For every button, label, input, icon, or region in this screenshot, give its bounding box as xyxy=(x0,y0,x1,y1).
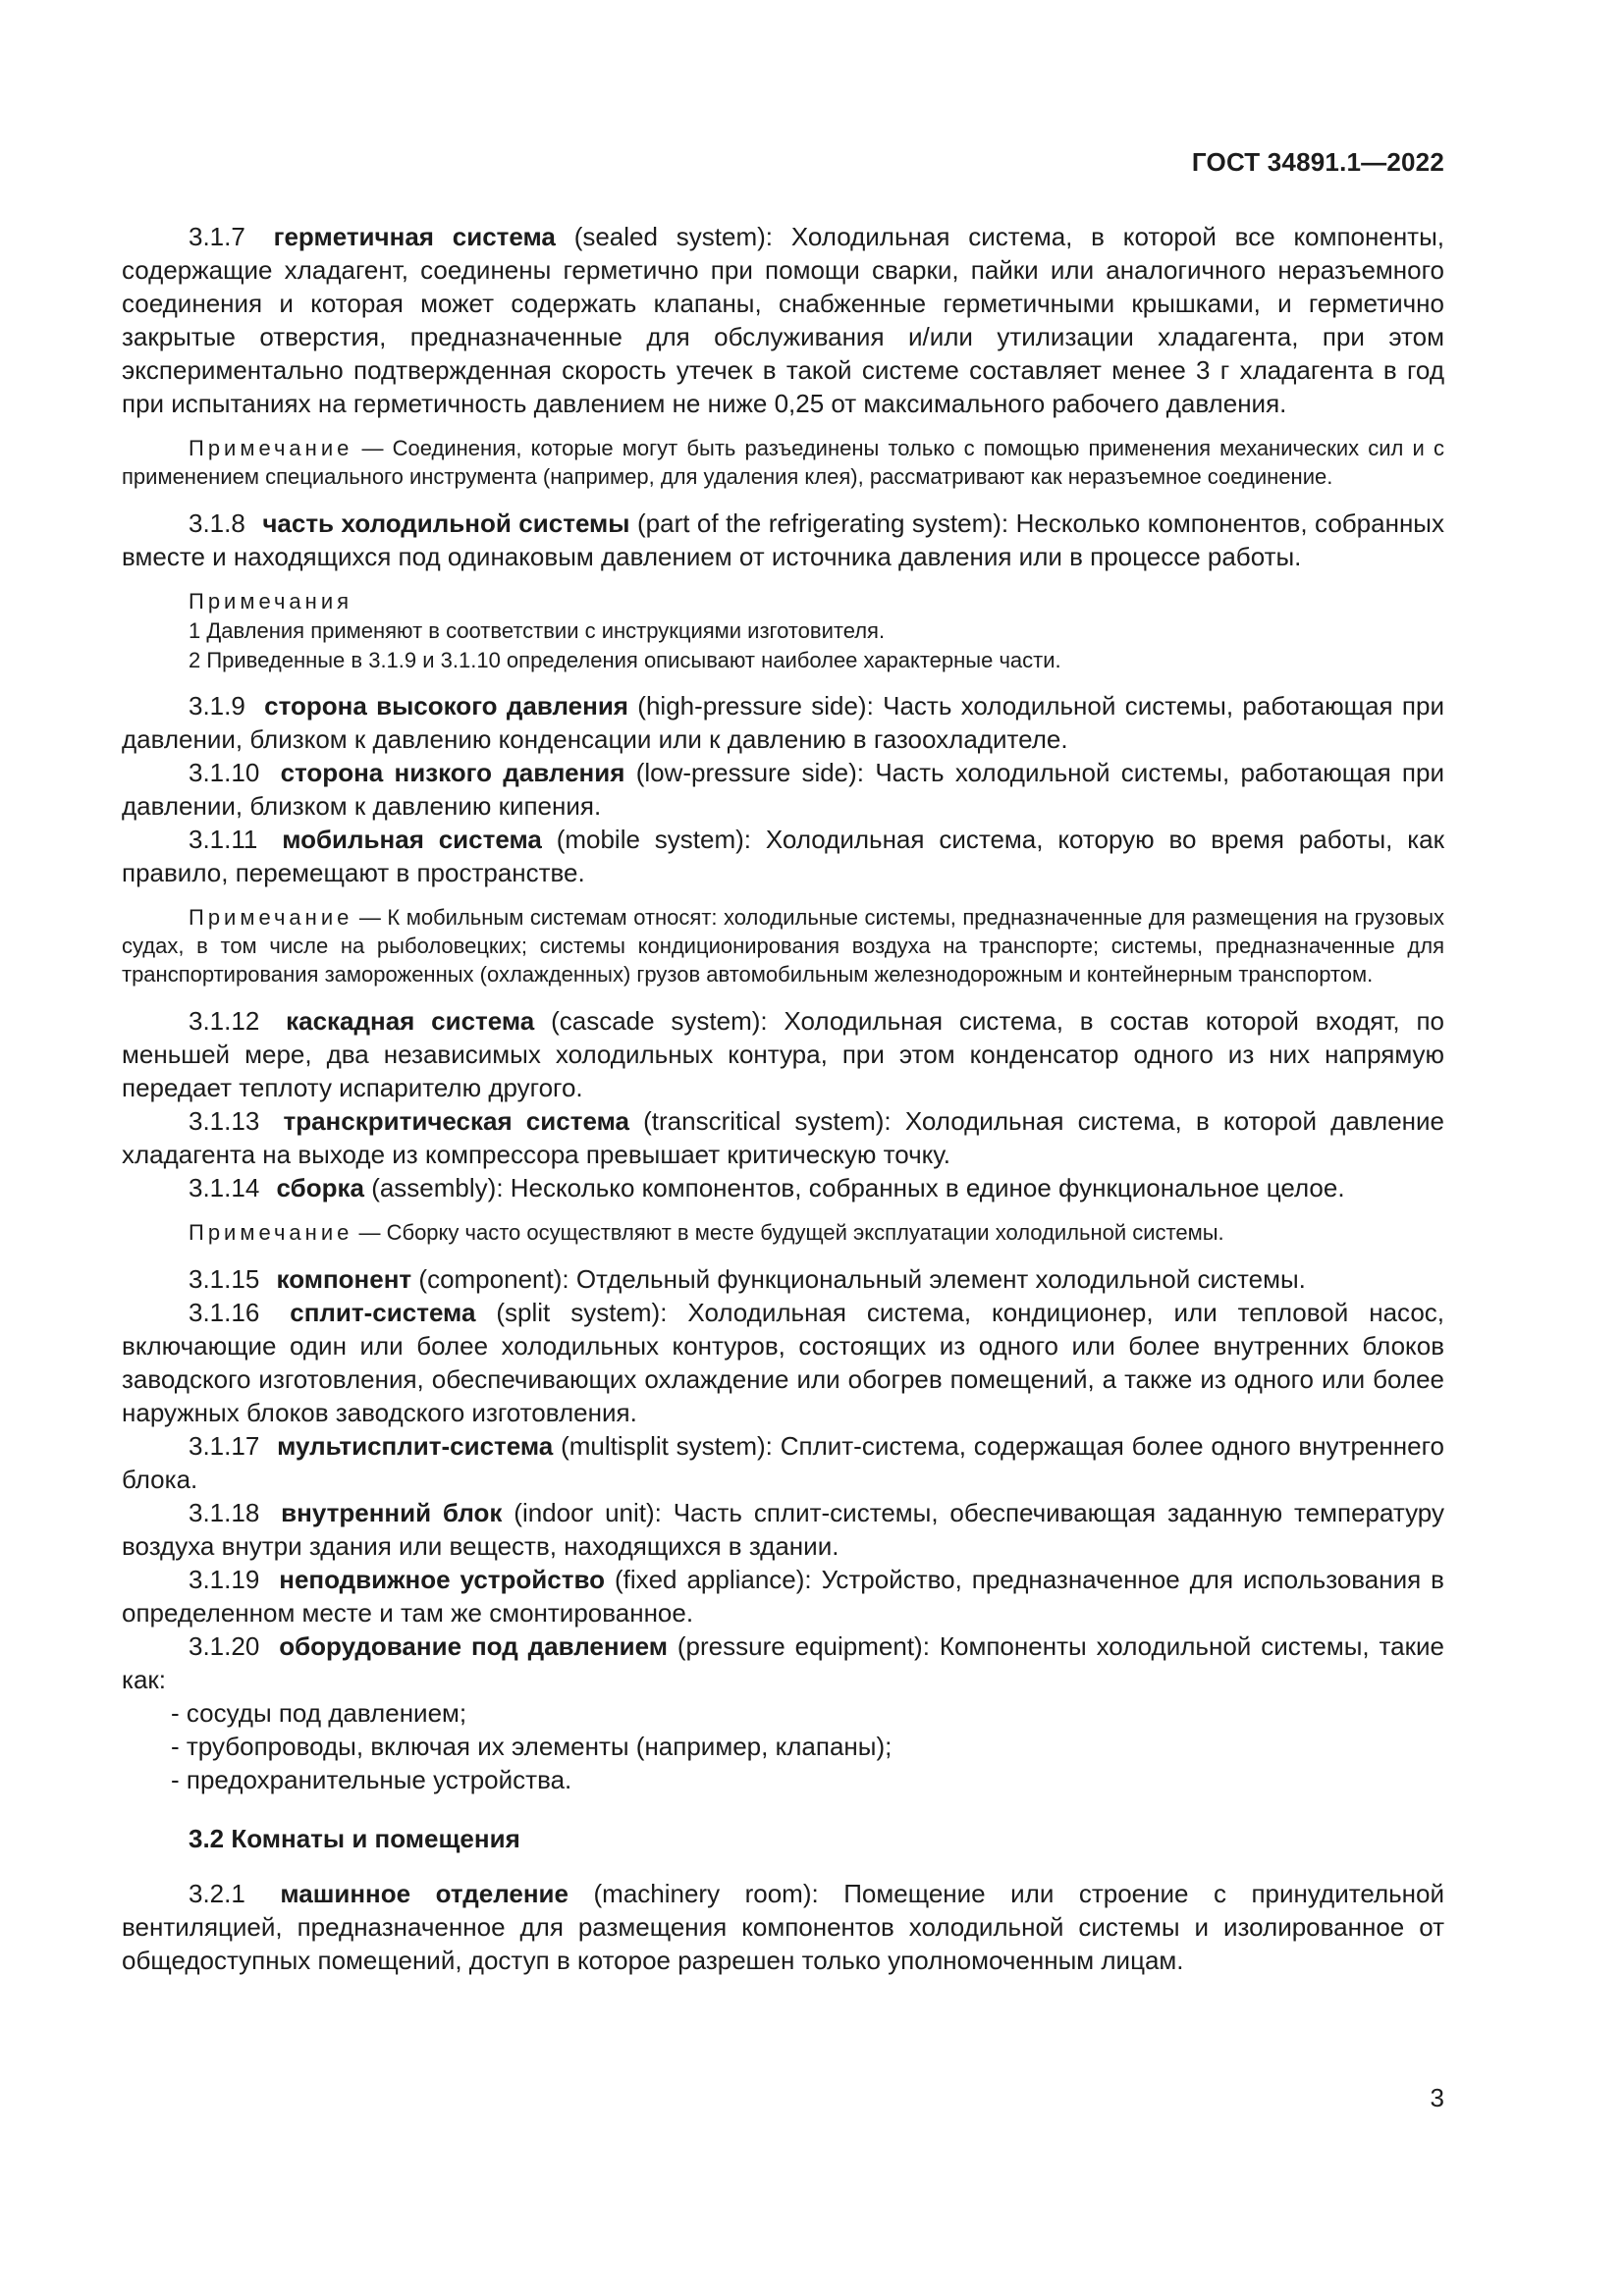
term-number: 3.1.15 xyxy=(189,1264,260,1294)
term-title: неподвижное устройство xyxy=(279,1565,605,1594)
note-label: Примечание xyxy=(189,905,353,930)
term-english: (indoor unit): xyxy=(514,1498,662,1527)
list-item: - сосуды под давлением; xyxy=(171,1698,467,1728)
term-english: (low-pressure side): xyxy=(635,758,865,787)
term-3-2-1 xyxy=(122,1877,1444,1977)
term-definition: Часть холодильной системы, работающая при давлении, близком к давлению конденсации или к давлению в газоохладителе. xyxy=(122,691,1444,754)
term-english: (split system): xyxy=(496,1298,668,1327)
note-label: Примечание xyxy=(189,436,353,460)
term-number: 3.1.19 xyxy=(189,1565,260,1594)
term-3-1-17 xyxy=(122,1429,1444,1496)
term-3-1-19 xyxy=(122,1563,1444,1629)
term-definition: Холодильная система, которую во время работы, как правило, перемещают в пространстве. xyxy=(122,825,1444,887)
term-3-1-13 xyxy=(122,1104,1444,1171)
term-number: 3.1.17 xyxy=(189,1431,260,1461)
term-english: (pressure equipment): xyxy=(677,1631,930,1661)
term-title: каскадная система xyxy=(286,1006,535,1036)
term-number: 3.1.13 xyxy=(189,1106,260,1136)
term-definition: Холодильная система, в которой все компоненты, содержащие хладагент, соединены герметично при помощи сварки, пайки или аналогичного неразъемного соединения и которая может содержать клапаны, снабженные герметичными крышками, и герметично закрытые отверстия, предназначенные для обслуживания и/или утилизации хладагента, при этом экспериментально подтвержденная скорость утечек в такой системе составляет менее 3 г хладагента в год при испытаниях на герметичность давлением не ниже 0,25 от максимального рабочего давления. xyxy=(122,222,1444,418)
document-body xyxy=(122,220,1444,1977)
term-title: оборудование под давлением xyxy=(279,1631,668,1661)
term-definition: Помещение или строение с принудительной вентиляцией, предназначенное для размещения компонентов холодильной системы и изолированное от общедоступных помещений, доступ в которое разрешен только уполномоченным лицам. xyxy=(122,1879,1445,1975)
note-item-1: 1 Давления применяют в соответствии с инструкциями изготовителя. xyxy=(189,618,886,643)
note-text: К мобильным системам относят: холодильные системы, предназначенные для размещения на грузовых судах, в том числе на рыболовецких; системы кондиционирования воздуха на транспорте; системы, предназначенные для транспортирования замороженных (охлажденных) грузов автомобильным железнодорожным и контейнерным транспортом. xyxy=(122,905,1445,987)
note-3-1-7 xyxy=(122,434,1444,491)
term-number: 3.1.9 xyxy=(189,691,245,721)
term-3-1-20 xyxy=(122,1629,1444,1696)
term-number: 3.1.10 xyxy=(189,758,260,787)
term-english: (part of the refrigerating system): xyxy=(636,508,1009,538)
document-header: ГОСТ 34891.1—2022 xyxy=(1191,147,1444,177)
note-label: Примечание xyxy=(189,1220,353,1245)
notes-label: Примечания xyxy=(189,589,353,614)
note-3-1-11 xyxy=(122,903,1444,988)
term-3-1-15 xyxy=(122,1262,1444,1296)
term-title: компонент xyxy=(276,1264,412,1294)
term-definition: Несколько компонентов, собранных вместе и находящихся под одинаковым давлением от источника давления или в процессе работы. xyxy=(122,508,1444,571)
term-definition: Сплит-система, содержащая более одного внутреннего блока. xyxy=(122,1431,1444,1494)
term-title: мультисплит-система xyxy=(277,1431,554,1461)
term-number: 3.1.12 xyxy=(189,1006,260,1036)
term-title: сборка xyxy=(276,1173,364,1202)
term-title: герметичная система xyxy=(273,222,556,251)
term-title: сплит-система xyxy=(290,1298,476,1327)
note-text: Сборку часто осуществляют в месте будущей эксплуатации холодильной системы. xyxy=(386,1220,1224,1245)
term-number: 3.2.1 xyxy=(189,1879,245,1908)
term-definition: Часть холодильной системы, работающая при давлении, близком к давлению кипения. xyxy=(122,758,1444,821)
term-number: 3.1.11 xyxy=(189,825,258,854)
term-number: 3.1.20 xyxy=(189,1631,260,1661)
term-definition: Компоненты холодильной системы, такие как: xyxy=(122,1631,1444,1694)
term-english: (component): xyxy=(418,1264,569,1294)
term-3-1-11 xyxy=(122,823,1444,889)
term-number: 3.1.7 xyxy=(189,222,245,251)
term-definition: Несколько компонентов, собранных в единое функциональное целое. xyxy=(510,1173,1345,1202)
term-title: внутренний блок xyxy=(281,1498,503,1527)
term-english: (mobile system): xyxy=(556,825,752,854)
term-english: (multisplit system): xyxy=(561,1431,773,1461)
term-3-1-16 xyxy=(122,1296,1444,1429)
term-number: 3.1.18 xyxy=(189,1498,260,1527)
term-english: (assembly): xyxy=(371,1173,504,1202)
term-english: (transcritical system): xyxy=(643,1106,892,1136)
note-dash: — xyxy=(352,905,388,930)
term-english: (high-pressure side): xyxy=(637,691,874,721)
note-dash: — xyxy=(352,1220,387,1245)
term-title: сторона высокого давления xyxy=(264,691,628,721)
list-3-1-20 xyxy=(122,1696,1444,1796)
note-dash: — xyxy=(352,436,393,460)
term-definition: Холодильная система, в состав которой входят, по меньшей мере, два независимых холодильных контура, при этом конденсатор одного из них напрямую передает теплоту испарителю другого. xyxy=(122,1006,1444,1102)
term-3-1-7 xyxy=(122,220,1444,420)
term-title: транскритическая система xyxy=(283,1106,629,1136)
term-number: 3.1.8 xyxy=(189,508,245,538)
list-item: - трубопроводы, включая их элементы (например, клапаны); xyxy=(171,1732,893,1761)
note-text: Соединения, которые могут быть разъединены только с помощью применения механических сил и с применением специального инструмента (например, для удаления клея), рассматривают как неразъемное соединение. xyxy=(122,436,1444,489)
term-definition: Часть сплит-системы, обеспечивающая заданную температуру воздуха внутри здания или веществ, находящихся в здании. xyxy=(122,1498,1444,1561)
term-title: машинное отделение xyxy=(280,1879,568,1908)
term-3-1-12 xyxy=(122,1004,1444,1104)
term-definition: Отдельный функциональный элемент холодильной системы. xyxy=(575,1264,1306,1294)
term-3-1-18 xyxy=(122,1496,1444,1563)
term-definition: Холодильная система, в которой давление хладагента на выходе из компрессора превышает критическую точку. xyxy=(122,1106,1444,1169)
page-number: 3 xyxy=(1430,2083,1444,2112)
notes-3-1-8 xyxy=(122,587,1444,675)
term-3-1-8 xyxy=(122,507,1444,573)
term-number: 3.1.14 xyxy=(189,1173,260,1202)
term-3-1-10 xyxy=(122,756,1444,823)
note-item-2: 2 Приведенные в 3.1.9 и 3.1.10 определения описывают наиболее характерные части. xyxy=(189,648,1061,672)
note-3-1-14 xyxy=(122,1218,1444,1247)
term-number: 3.1.16 xyxy=(189,1298,260,1327)
term-title: мобильная система xyxy=(282,825,542,854)
list-item: - предохранительные устройства. xyxy=(171,1765,572,1794)
term-definition: Холодильная система, кондиционер, или тепловой насос, включающие один или более холодильных контуров, состоящих из одного или более внутренних блоков заводского изготовления, обеспечивающих охлаждение или обогрев помещений, а также из одного или более наружных блоков заводского изготовления. xyxy=(122,1298,1445,1427)
term-english: (cascade system): xyxy=(551,1006,768,1036)
term-title: часть холодильной системы xyxy=(262,508,630,538)
term-english: (machinery room): xyxy=(593,1879,819,1908)
term-3-1-9 xyxy=(122,689,1444,756)
term-3-1-14 xyxy=(122,1171,1444,1204)
term-english: (sealed system): xyxy=(573,222,773,251)
term-english: (fixed appliance): xyxy=(614,1565,812,1594)
section-heading-3-2: 3.2 Комнаты и помещения xyxy=(189,1824,520,1853)
term-title: сторона низкого давления xyxy=(280,758,625,787)
term-definition: Устройство, предназначенное для использования в определенном месте и там же смонтированное. xyxy=(122,1565,1444,1628)
